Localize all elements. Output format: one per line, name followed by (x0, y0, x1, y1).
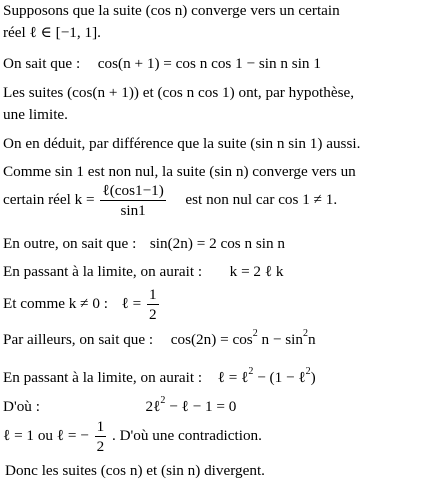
text-line-7: Comme sin 1 est non nul, la suite (sin n) converge vers un (3, 163, 356, 180)
text-line-2: réel ℓ ∈ [−1, 1]. (3, 24, 101, 41)
text-line-13 (3, 365, 316, 387)
line-12-formula-b: n − sin (261, 331, 303, 348)
text-line-14 (3, 394, 237, 416)
fraction-k-denominator: sin1 (120, 202, 146, 219)
line-14-exponent: 2 (160, 394, 166, 406)
line-15-tail: . D'où une contradiction. (112, 426, 262, 444)
line-12-label: Par ailleurs, on sait que : (3, 331, 154, 348)
text-line-8 (3, 182, 337, 219)
text-line-16: Donc les suites (cos n) et (sin n) divergent. (5, 462, 265, 479)
line-9-formula: sin(2n) = 2 cos n sin n (149, 235, 286, 252)
text-line-12 (3, 327, 316, 349)
text-line-3 (3, 55, 321, 73)
text-line-10 (3, 263, 283, 281)
line-13-formula-c: ) (310, 369, 316, 386)
fraction-half-2-numerator: 1 (96, 418, 105, 435)
fraction-half-1 (147, 286, 159, 323)
line-8-label: certain réel k = (3, 190, 95, 208)
line-12-exponent-2: 2 (302, 327, 308, 339)
line-13-formula-b: − (1 − ℓ (257, 369, 306, 386)
line-13-exponent-2: 2 (305, 365, 311, 377)
line-9-label: En outre, on sait que : (3, 235, 137, 252)
line-10-formula: k = 2 ℓ k (229, 263, 284, 280)
line-10-label: En passant à la limite, on aurait : (3, 263, 203, 280)
fraction-half-2 (95, 418, 107, 455)
line-12-formula-c: n (307, 331, 316, 348)
fraction-k-numerator: ℓ(cos1−1) (102, 182, 164, 199)
text-line-6: On en déduit, par différence que la suite (sin n sin 1) aussi. (3, 135, 361, 152)
text-line-4: Les suites (cos(n + 1)) et (cos n cos 1) ont, par hypothèse, (3, 84, 355, 101)
fraction-half-2-denominator: 2 (96, 438, 105, 455)
line-3-label: On sait que : (3, 55, 81, 72)
line-12-formula-a: cos(2n) = cos (170, 331, 253, 348)
fraction-half-1-numerator: 1 (148, 286, 157, 303)
line-14-label: D'où : (3, 398, 40, 415)
line-11-label: Et comme k ≠ 0 : (3, 294, 108, 312)
line-3-formula: cos(n + 1) = cos n cos 1 − sin n sin 1 (97, 55, 321, 72)
line-14-formula-a: 2ℓ (145, 398, 161, 415)
line-13-exponent-1: 2 (248, 365, 254, 377)
fraction-k (100, 182, 165, 219)
text-line-11 (3, 286, 161, 323)
line-15-formula: ℓ = 1 ou ℓ = − (3, 426, 89, 444)
text-line-15 (3, 418, 262, 455)
line-13-label: En passant à la limite, on aurait : (3, 369, 203, 386)
line-11-formula: ℓ = (121, 294, 142, 312)
text-line-5: une limite. (3, 106, 68, 123)
line-13-formula-a: ℓ = ℓ (217, 369, 249, 386)
text-line-1: Supposons que la suite (cos n) converge vers un certain (3, 2, 340, 19)
text-line-9 (3, 235, 285, 253)
fraction-half-1-denominator: 2 (148, 306, 157, 323)
line-12-exponent-1: 2 (252, 327, 258, 339)
line-14-formula-b: − ℓ − 1 = 0 (169, 398, 237, 415)
line-8-tail: est non nul car cos 1 ≠ 1. (185, 190, 338, 208)
